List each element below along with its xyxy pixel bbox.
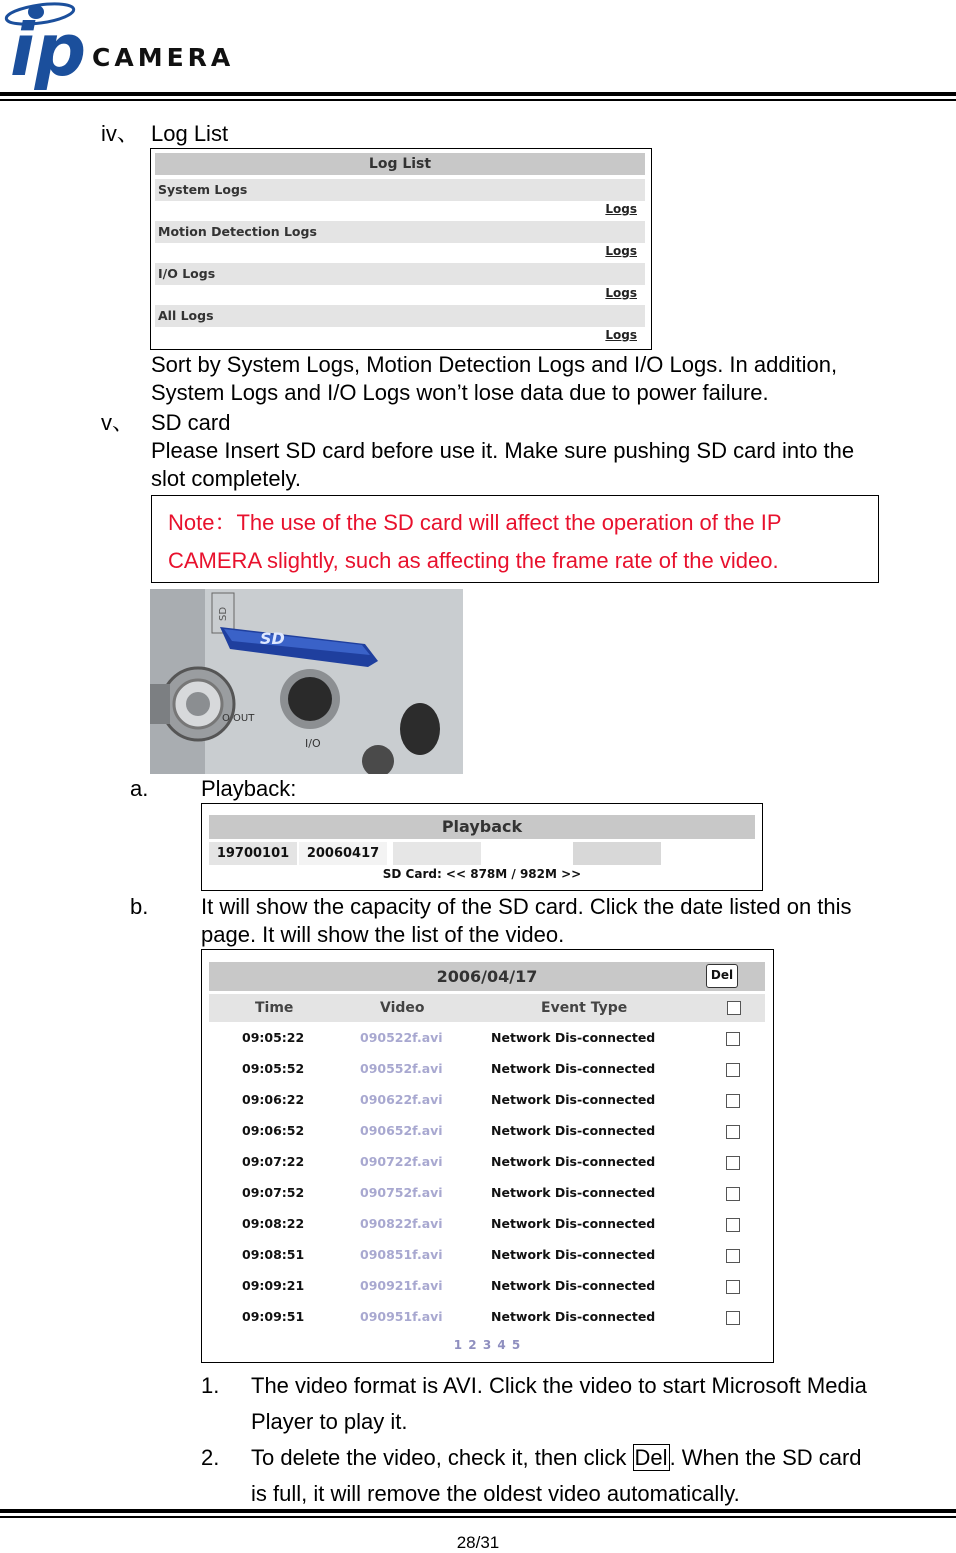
log-row-label: System Logs	[155, 179, 645, 201]
note-text: is full, it will remove the oldest video automatically.	[251, 1481, 740, 1506]
select-all-checkbox[interactable]	[727, 1001, 741, 1015]
row-checkbox[interactable]	[726, 1032, 740, 1046]
header-rule-thin	[0, 99, 956, 101]
row-time: 09:08:51	[242, 1247, 305, 1262]
row-checkbox[interactable]	[726, 1187, 740, 1201]
svg-text:SD: SD	[260, 629, 285, 648]
row-checkbox[interactable]	[726, 1094, 740, 1108]
pagination[interactable]: 1 2 3 4 5	[453, 1338, 522, 1352]
svg-text:O OUT: O OUT	[222, 713, 255, 724]
row-time: 09:05:52	[242, 1061, 305, 1076]
log-row-label: I/O Logs	[155, 263, 645, 285]
item-marker-a: a.	[130, 776, 149, 801]
row-time: 09:06:52	[242, 1123, 305, 1138]
sd-card-description: slot completely.	[151, 466, 301, 491]
row-time: 09:06:22	[242, 1092, 305, 1107]
note-text: The video format is AVI. Click the video to start Microsoft Media	[251, 1373, 867, 1398]
video-list-date-title: 2006/04/17	[209, 962, 765, 991]
note-text-part: To delete the video, check it, then click	[251, 1445, 633, 1470]
row-time: 09:09:21	[242, 1278, 305, 1293]
note-marker-1: 1.	[201, 1373, 220, 1398]
column-header-time: Time	[255, 1000, 294, 1016]
section-title-log-list: Log List	[151, 121, 229, 146]
table-row	[202, 1090, 773, 1114]
section-title-sd-card: SD card	[151, 410, 231, 435]
video-file-link[interactable]: 090622f.avi	[360, 1092, 443, 1107]
row-checkbox[interactable]	[726, 1125, 740, 1139]
log-list-description: System Logs and I/O Logs won’t lose data due to power failure.	[151, 380, 769, 405]
row-time: 09:08:22	[242, 1216, 305, 1231]
row-checkbox[interactable]	[726, 1156, 740, 1170]
row-event-type: Network Dis-connected	[491, 1123, 656, 1138]
playback-empty-cell	[393, 842, 481, 865]
table-row	[202, 1245, 773, 1269]
row-time: 09:09:51	[242, 1309, 305, 1324]
row-time: 09:07:22	[242, 1154, 305, 1169]
playback-label: Playback:	[201, 776, 297, 801]
video-file-link[interactable]: 090652f.avi	[360, 1123, 443, 1138]
video-file-link[interactable]: 090822f.avi	[360, 1216, 443, 1231]
row-time: 09:05:22	[242, 1030, 305, 1045]
note-text-part: . When the SD card	[669, 1445, 862, 1470]
playback-date-link[interactable]: 19700101	[209, 842, 297, 865]
log-row-label: Motion Detection Logs	[155, 221, 645, 243]
video-file-link[interactable]: 090921f.avi	[360, 1278, 443, 1293]
playback-empty-cell	[573, 842, 661, 865]
row-checkbox[interactable]	[726, 1218, 740, 1232]
row-checkbox[interactable]	[726, 1063, 740, 1077]
video-file-link[interactable]: 090851f.avi	[360, 1247, 443, 1262]
table-row	[202, 1214, 773, 1238]
row-event-type: Network Dis-connected	[491, 1247, 656, 1262]
video-list-description: It will show the capacity of the SD card. Click the date listed on this	[201, 894, 852, 919]
row-event-type: Network Dis-connected	[491, 1030, 656, 1045]
video-list-panel	[201, 949, 774, 1363]
svg-text:I/O: I/O	[305, 737, 321, 750]
footer-rule-thin	[0, 1516, 956, 1518]
playback-panel	[201, 803, 763, 891]
motion-logs-link[interactable]: Logs	[605, 244, 637, 258]
note-text: Player to play it.	[251, 1409, 408, 1434]
svg-text:CAMERA: CAMERA	[92, 43, 235, 72]
log-list-panel	[150, 148, 652, 350]
header-rule	[0, 92, 956, 96]
column-header-video: Video	[380, 1000, 425, 1016]
table-row	[202, 1059, 773, 1083]
row-event-type: Network Dis-connected	[491, 1278, 656, 1293]
note-line: CAMERA slightly, such as affecting the frame rate of the video.	[168, 548, 779, 573]
table-row	[202, 1121, 773, 1145]
del-reference: Del	[634, 1445, 668, 1470]
table-row	[202, 1307, 773, 1331]
row-event-type: Network Dis-connected	[491, 1154, 656, 1169]
row-checkbox[interactable]	[726, 1311, 740, 1325]
sd-card-description: Please Insert SD card before use it. Make sure pushing SD card into the	[151, 438, 855, 463]
note-line: Note：The use of the SD card will affect the operation of the IP	[168, 510, 782, 535]
table-row	[202, 1183, 773, 1207]
sd-capacity-text: SD Card: << 878M / 982M >>	[382, 867, 582, 881]
table-row	[202, 1276, 773, 1300]
del-button[interactable]: Del	[706, 964, 738, 988]
section-marker-iv: iv、	[101, 121, 139, 146]
video-file-link[interactable]: 090951f.avi	[360, 1309, 443, 1324]
row-checkbox[interactable]	[726, 1280, 740, 1294]
row-time: 09:07:52	[242, 1185, 305, 1200]
video-file-link[interactable]: 090752f.avi	[360, 1185, 443, 1200]
playback-panel-title: Playback	[209, 815, 755, 839]
playback-date-link[interactable]: 20060417	[299, 842, 387, 865]
all-logs-link[interactable]: Logs	[605, 328, 637, 342]
column-header-event: Event Type	[541, 1000, 628, 1016]
table-row	[202, 1152, 773, 1176]
sd-card-note	[151, 495, 879, 583]
log-row-label: All Logs	[155, 305, 645, 327]
video-file-link[interactable]: 090552f.avi	[360, 1061, 443, 1076]
log-list-panel-title: Log List	[155, 153, 645, 175]
page-number: 28/31	[456, 1533, 500, 1552]
video-file-link[interactable]: 090722f.avi	[360, 1154, 443, 1169]
row-event-type: Network Dis-connected	[491, 1185, 656, 1200]
row-event-type: Network Dis-connected	[491, 1061, 656, 1076]
system-logs-link[interactable]: Logs	[605, 202, 637, 216]
section-marker-v: v、	[101, 410, 135, 435]
row-event-type: Network Dis-connected	[491, 1216, 656, 1231]
sd-card-slot-photo	[150, 589, 463, 774]
footer-rule	[0, 1509, 956, 1513]
note-marker-2: 2.	[201, 1445, 220, 1470]
note-text	[251, 1440, 862, 1476]
svg-text:SD: SD	[218, 606, 229, 621]
item-marker-b: b.	[130, 894, 149, 919]
table-row	[202, 1028, 773, 1052]
row-event-type: Network Dis-connected	[491, 1309, 656, 1324]
video-list-header	[209, 994, 765, 1022]
io-logs-link[interactable]: Logs	[605, 286, 637, 300]
log-list-description: Sort by System Logs, Motion Detection Logs and I/O Logs. In addition,	[151, 352, 838, 377]
row-event-type: Network Dis-connected	[491, 1092, 656, 1107]
video-file-link[interactable]: 090522f.avi	[360, 1030, 443, 1045]
video-list-description: page. It will show the list of the video.	[201, 922, 565, 947]
ip-camera-logo	[4, 0, 274, 95]
svg-text:ip: ip	[10, 8, 87, 90]
row-checkbox[interactable]	[726, 1249, 740, 1263]
playback-empty-cell	[483, 842, 571, 865]
